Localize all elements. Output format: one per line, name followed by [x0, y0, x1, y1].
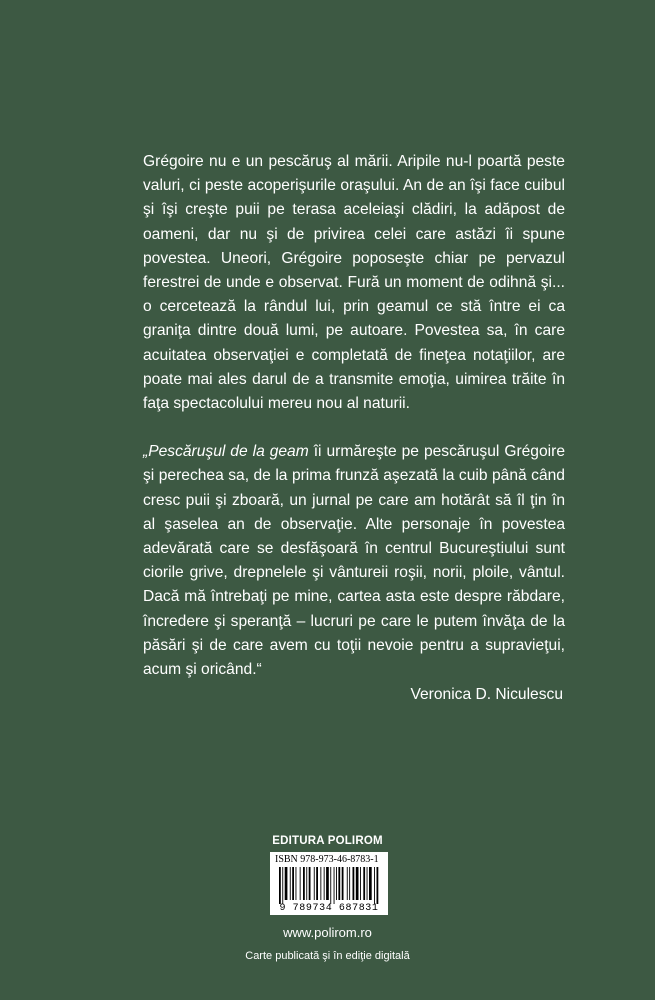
- barcode-bar: [314, 867, 315, 900]
- barcode-bar: [326, 867, 329, 900]
- author-name: Veronica D. Niculescu: [410, 686, 563, 704]
- barcode-bar: [285, 867, 288, 900]
- barcode-bars: [273, 867, 385, 904]
- barcode-bar: [290, 867, 291, 900]
- blurb-paragraph-2: [143, 440, 565, 682]
- back-cover-blurb: [143, 150, 565, 706]
- barcode-bar: [349, 867, 350, 900]
- barcode-bar: [353, 867, 355, 900]
- barcode-bar: [334, 867, 335, 904]
- barcode-bar: [309, 867, 311, 900]
- barcode-bar: [320, 867, 321, 900]
- barcode-bar: [360, 867, 361, 900]
- barcode-bar: [356, 867, 359, 900]
- book-title-quote: „Pescăruşul de la geam: [143, 443, 309, 461]
- barcode-bar: [303, 867, 305, 900]
- barcode-bar: [369, 867, 372, 900]
- barcode-bar: [296, 867, 297, 900]
- barcode-bar: [377, 867, 379, 904]
- blurb-paragraph-2-text: îi urmăreşte pe pescăruşul Grégoire şi perechea sa, de la prima frunză aşezată la cuib până când cresc puii şi zboară, un jurnal pe care am hotărât să îl ţin în al şaselea an de observaţie. Alte personaje în povestea adevărată care se desfăşoară în centrul Bucureştiului sunt ciorile grive, drepnelele şi vântureii roşii, norii, ploile, vântul. Dacă mă întrebaţi pe mine, cartea asta este despre răbdare, încredere şi speranţă – lucruri pe care le putem învăţa de la păsări şi de care avem cu toţii nevoie pentru a supravieţui, acum şi oricând.“: [143, 443, 565, 679]
- barcode-bar: [367, 867, 368, 900]
- barcode-bar: [347, 867, 348, 900]
- barcode-bar: [279, 867, 281, 904]
- barcode-digits: 9 789734 687831: [279, 903, 379, 914]
- digital-edition-note: Carte publicată şi în ediţie digitală: [245, 950, 410, 962]
- publisher-name: EDITURA POLIROM: [272, 835, 383, 847]
- barcode-bar: [363, 867, 365, 900]
- barcode-bar: [282, 867, 283, 904]
- barcode-bar: [338, 867, 340, 900]
- barcode-bar: [324, 867, 325, 900]
- barcode-bar: [342, 867, 344, 900]
- isbn-number: ISBN 978-973-46-8783-1: [275, 854, 379, 865]
- barcode-bar: [300, 867, 301, 900]
- barcode-bar: [374, 867, 375, 904]
- barcode-bar: [330, 867, 331, 904]
- barcode-bar: [306, 867, 307, 900]
- barcode-bar: [336, 867, 337, 900]
- isbn-barcode: [270, 852, 388, 915]
- publisher-website: www.polirom.ro: [283, 925, 372, 940]
- barcode-bar: [316, 867, 318, 900]
- blurb-paragraph-1: Grégoire nu e un pescăruş al mării. Aripile nu-l poartă peste valuri, ci peste acoperişurile oraşului. An de an îşi face cuibul şi îşi creşte puii pe terasa aceleiaşi clădiri, la adăpost de oameni, dar nu şi de privirea celei care astăzi îi spune povestea. Uneori, Grégoire poposeşte chiar pe pervazul ferestrei de unde e observat. Fură un moment de odihnă şi... o cercetează la rândul lui, prin geamul ce stă între ei ca graniţa dintre două lumi, pe autoare. Povestea sa, în care acuitatea observaţiei e completată de fineţea notaţiilor, are poate mai ales darul de a transmite emoţia, uimirea trăite în faţa spectacolului mereu nou al naturii.: [143, 153, 565, 413]
- barcode-bar: [292, 867, 294, 900]
